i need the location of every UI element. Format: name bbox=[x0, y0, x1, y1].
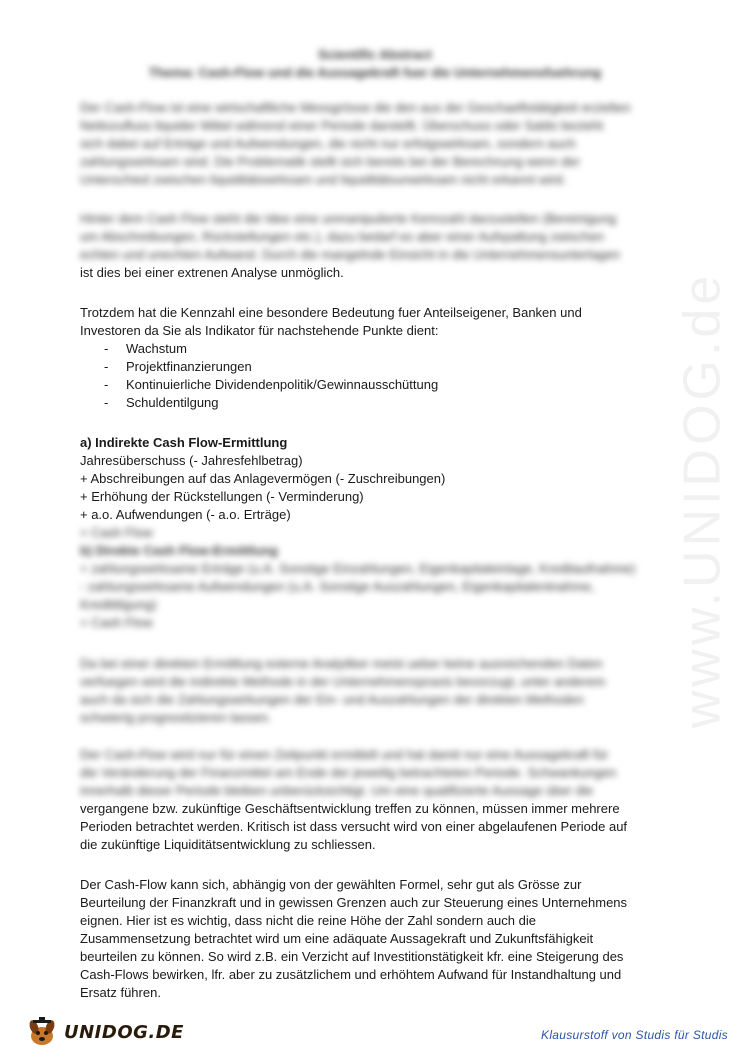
text-line: Unterschied zwischen liquiditätswirksam und liquiditätsunwirksam nicht erkannt wird. bbox=[80, 172, 567, 187]
document-title bbox=[0, 46, 750, 82]
text-line: Cash-Flows bewirken, lfr. aber zu zusätzlichem und erhöhtem Aufwand für Instandhaltung und bbox=[80, 967, 622, 982]
text-line: Trotzdem hat die Kennzahl eine besondere Bedeutung fuer Anteilseigener, Banken und bbox=[80, 305, 582, 320]
text-line: sich dabei auf Erträge und Aufwendungen, die nicht nur erfolgswirksam, sondern auch bbox=[80, 136, 576, 151]
text-line: Perioden betrachtet werden. Kritisch ist dass versucht wird von einer abgelaufenen Periode auf bbox=[80, 819, 628, 834]
text-line: Der Cash-Flow kann sich, abhängig von der gewählten Formel, sehr gut als Grösse zur bbox=[80, 877, 582, 892]
paragraph-2 bbox=[80, 210, 680, 282]
text-line: Da bei einer direkten Ermittlung externe Analytiker meist ueber keine ausreichenden Daten bbox=[80, 656, 603, 671]
footer-logo[interactable] bbox=[24, 1014, 184, 1050]
formula-line: Jahresüberschuss (- Jahresfehlbetrag) bbox=[80, 453, 303, 468]
text-line: zahlungswirksam sind. Die Problematik stellt sich bereits bei der Berechnung wenn der bbox=[80, 154, 581, 169]
title-line-2: Thema: Cash-Flow und die Aussagekraft fuer die Unternehmensfuehrung bbox=[148, 65, 602, 80]
text-line: Zusammensetzung betrachtet wird um eine adäquate Aussagekraft und Zukunftsfähigkeit bbox=[80, 931, 594, 946]
text-line: verfuegen wird die indirekte Methode in der Unternehmenspraxis bevorzugt, unter anderem bbox=[80, 674, 606, 689]
text-line: Der Cash-Flow wird nur für einen Zeitpunkt ermittelt und hat damit nur eine Aussagekraft für bbox=[80, 747, 609, 762]
list-item-text: Projektfinanzierungen bbox=[126, 359, 252, 374]
footer-tagline: Klausurstoff von Studis für Studis bbox=[541, 1028, 728, 1042]
text-line: ist dies bei einer extrenen Analyse unmöglich. bbox=[80, 265, 344, 280]
section-heading: b) Direkte Cash Flow-Ermittlung bbox=[80, 543, 278, 558]
list-dash: - bbox=[104, 359, 109, 374]
watermark-text: www.UNIDOG.de bbox=[673, 271, 731, 729]
list-item bbox=[80, 376, 680, 394]
list-item bbox=[80, 340, 680, 358]
list-item bbox=[80, 394, 680, 412]
text-line: die zukünftige Liquiditätsentwicklung zu schliessen. bbox=[80, 837, 376, 852]
paragraph-4 bbox=[80, 655, 680, 727]
paragraph-1 bbox=[80, 99, 680, 189]
text-line: um Abschreibungen, Rückstellungen etc.), dazu bedarf es aber einer Aufspaltung zwischen bbox=[80, 229, 604, 244]
dog-logo-icon bbox=[24, 1014, 60, 1050]
text-line: beurteilen zu können. So wird z.B. ein Verzicht auf Investitionstätigkeit kfr. eine Steigerung des bbox=[80, 949, 624, 964]
title-line-1: Scientific Abstract bbox=[318, 47, 432, 62]
formula-line: + a.o. Aufwendungen (- a.o. Erträge) bbox=[80, 507, 291, 522]
list-dash: - bbox=[104, 341, 109, 356]
formula-line: + zahlungswirksame Erträge (u.A. Sonstige Einzahlungen, Eigenkapitaleinlage, Kreditaufnahme) bbox=[80, 561, 636, 576]
text-line: eignen. Hier ist es wichtig, dass nicht die reine Höhe der Zahl sondern auch die bbox=[80, 913, 536, 928]
formula-line: + Abschreibungen auf das Anlagevermögen (- Zuschreibungen) bbox=[80, 471, 446, 486]
formula-result: = Cash Flow bbox=[80, 525, 153, 540]
formula-line: + Erhöhung der Rückstellungen (- Verminderung) bbox=[80, 489, 364, 504]
list-dash: - bbox=[104, 395, 109, 410]
text-line: auch da sich die Zahlungswirkungen der Ein- und Auszahlungen der direkten Methoden bbox=[80, 692, 584, 707]
section-heading: a) Indirekte Cash Flow-Ermittlung bbox=[80, 435, 288, 450]
paragraph-3 bbox=[80, 304, 680, 412]
paragraph-6 bbox=[80, 876, 680, 1002]
text-line: Der Cash-Flow ist eine wirtschaftliche Messgrösse die den aus der Geschaeftstätigkeit erzielten bbox=[80, 100, 631, 115]
list-item-text: Wachstum bbox=[126, 341, 187, 356]
formula-line: - zahlungswirksame Aufwendungen (u.A. Sonstige Auszahlungen, Eigenkapitalentnahme, bbox=[80, 579, 595, 594]
text-line: Hinter dem Cash Flow steht die Idee eine unmanipulierte Kennzahl darzustellen (Bereinigung bbox=[80, 211, 617, 226]
text-line: die Veränderung der Finanzmittel am Ende der jeweilig betrachteten Periode. Schwankungen bbox=[80, 765, 617, 780]
text-line: Nettozufluss liquider Mittel während einer Periode darstellt. Überschuss oder Saldo bezieht bbox=[80, 118, 604, 133]
formula-line: Kredittilgung) bbox=[80, 597, 157, 612]
list-dash: - bbox=[104, 377, 109, 392]
section-indirect bbox=[80, 434, 680, 542]
text-line: Beurteilung der Finanzkraft und in gewissen Grenzen auch zur Steuerung eines Unternehmens bbox=[80, 895, 628, 910]
text-line: innerhalb dieser Periode bleiben unberücksichtigt. Um eine qualifizierte Aussage über die bbox=[80, 783, 594, 798]
formula-line: = Cash Flow bbox=[80, 615, 153, 630]
list-item-text: Schuldentilgung bbox=[126, 395, 219, 410]
paragraph-5 bbox=[80, 746, 680, 854]
logo-text: UNIDOG.DE bbox=[64, 1021, 184, 1043]
list-item-text: Kontinuierliche Dividendenpolitik/Gewinnausschüttung bbox=[126, 377, 439, 392]
text-line: schwierig prognostizieren lassen. bbox=[80, 710, 272, 725]
text-line: Ersatz führen. bbox=[80, 985, 161, 1000]
list-item bbox=[80, 358, 680, 376]
bullet-list bbox=[80, 340, 680, 412]
text-line: Investoren da Sie als Indikator für nachstehende Punkte dient: bbox=[80, 323, 439, 338]
text-line: echten und unechten Aufwand. Durch die mangelnde Einsicht in die Unternehmensunterlagen bbox=[80, 247, 620, 262]
text-line: vergangene bzw. zukünftige Geschäftsentwicklung treffen zu können, müssen immer mehrere bbox=[80, 801, 620, 816]
section-direct bbox=[80, 542, 680, 632]
